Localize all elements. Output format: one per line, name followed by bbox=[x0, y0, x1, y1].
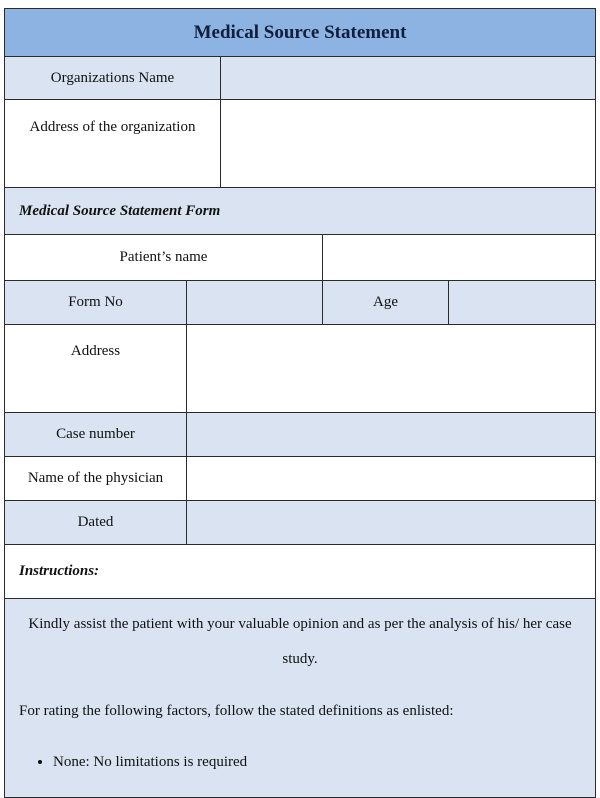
form-no-label: Form No bbox=[68, 294, 123, 310]
physician-field[interactable] bbox=[186, 456, 596, 501]
patient-name-label-cell bbox=[4, 234, 323, 281]
org-name-label-cell bbox=[4, 56, 221, 100]
form-no-field[interactable] bbox=[186, 280, 323, 325]
org-address-label: Address of the organization bbox=[29, 119, 196, 135]
org-address-label-cell bbox=[4, 99, 221, 188]
instructions-bullet-list bbox=[17, 754, 247, 771]
patient-name-field[interactable] bbox=[322, 234, 596, 281]
dated-label: Dated bbox=[77, 514, 114, 530]
form-no-label-cell bbox=[4, 280, 187, 325]
case-number-label-cell bbox=[4, 412, 187, 457]
patient-name-label: Patient’s name bbox=[119, 249, 208, 265]
instructions-heading: Instructions: bbox=[19, 563, 100, 579]
dated-label-cell bbox=[4, 500, 187, 545]
form-title: Medical Source Statement bbox=[193, 21, 407, 43]
case-number-label: Case number bbox=[56, 426, 135, 442]
org-name-label: Organizations Name bbox=[50, 69, 175, 86]
address-field[interactable] bbox=[186, 324, 596, 413]
age-label-cell bbox=[322, 280, 449, 325]
instructions-bullet-item: • None: No limitations is required bbox=[53, 754, 247, 771]
form-section-title-text: Medical Source Statement Form bbox=[19, 202, 221, 219]
instructions-body bbox=[4, 598, 596, 798]
form-title-bar bbox=[4, 8, 596, 57]
physician-label-cell bbox=[4, 456, 187, 501]
org-address-field[interactable] bbox=[220, 99, 596, 188]
dated-field[interactable] bbox=[186, 500, 596, 545]
address-label-cell bbox=[4, 324, 187, 413]
instructions-paragraph-1-line-1: Kindly assist the patient with your valuable opinion and as per the analysis of his/ her case bbox=[28, 616, 572, 632]
instructions-paragraph-2: For rating the following factors, follow the stated definitions as enlisted: bbox=[19, 703, 454, 719]
case-number-field[interactable] bbox=[186, 412, 596, 457]
form-section-title bbox=[4, 187, 596, 235]
physician-label: Name of the physician bbox=[27, 470, 164, 486]
address-label: Address bbox=[70, 343, 121, 359]
instructions-paragraph-1-line-2: study. bbox=[282, 651, 318, 667]
age-field[interactable] bbox=[448, 280, 596, 325]
org-name-field[interactable] bbox=[220, 56, 596, 100]
instructions-heading-cell bbox=[4, 544, 596, 599]
age-label: Age bbox=[373, 294, 398, 310]
